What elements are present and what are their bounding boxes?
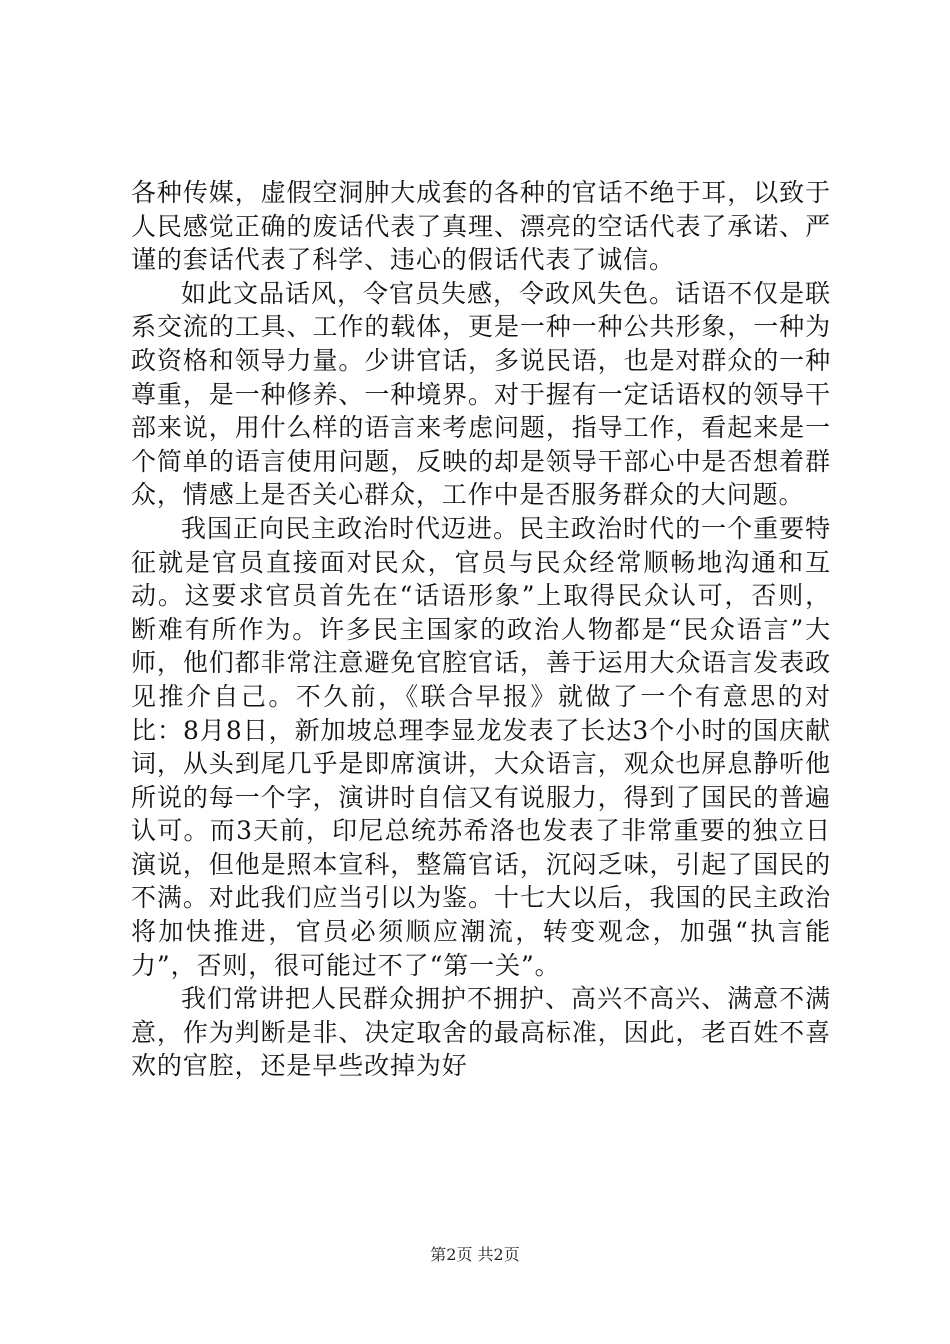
- paragraph: 我国正向民主政治时代迈进。民主政治时代的一个重要特征就是官员直接面对民众，官员与民众经常顺畅地沟通和互动。这要求官员首先在“话语形象”上取得民众认可，否则，断难有所作为。许多民主国家的政治人物都是“民众语言”大师，他们都非常注意避免官腔官话，善于运用大众语言发表政见推介自己。不久前，《联合早报》就做了一个有意思的对比：8月8日，新加坡总理李显龙发表了长达3个小时的国庆献词，从头到尾几乎是即席演讲，大众语言，观众也屏息静听他所说的每一个字，演讲时自信又有说服力，得到了国民的普遍认可。而3天前，印尼总统苏希洛也发表了非常重要的独立日演说，但他是照本宣科，整篇官话，沉闷乏味，引起了国民的不满。对此我们应当引以为鉴。十七大以后，我国的民主政治将加快推进，官员必须顺应潮流，转变观念，加强“执言能力”，否则，很可能过不了“第一关”。: [131, 513, 831, 980]
- paragraph: 我们常讲把人民群众拥护不拥护、高兴不高兴、满意不满意，作为判断是非、决定取舍的最高标准，因此，老百姓不喜欢的官腔，还是早些改掉为好: [131, 984, 831, 1081]
- paragraph-continuation: 各种传媒，虚假空洞肿大成套的各种的官话不绝于耳，以致于人民感觉正确的废话代表了真理、漂亮的空话代表了承诺、严谨的套话代表了科学、违心的假话代表了诚信。: [131, 178, 831, 275]
- page-number-label: 第2页 共2页: [430, 1245, 520, 1264]
- paragraph: 如此文品话风，令官员失感，令政风失色。话语不仅是联系交流的工具、工作的载体，更是一种一种公共形象，一种为政资格和领导力量。少讲官话，多说民语，也是对群众的一种尊重，是一种修养、一种境界。对于握有一定话语权的领导干部来说，用什么样的语言来考虑问题，指导工作，看起来是一个简单的语言使用问题，反映的却是领导干部心中是否想着群众，情感上是否关心群众，工作中是否服务群众的大问题。: [131, 278, 831, 510]
- page-footer: [0, 1244, 950, 1266]
- document-body: [131, 176, 831, 1083]
